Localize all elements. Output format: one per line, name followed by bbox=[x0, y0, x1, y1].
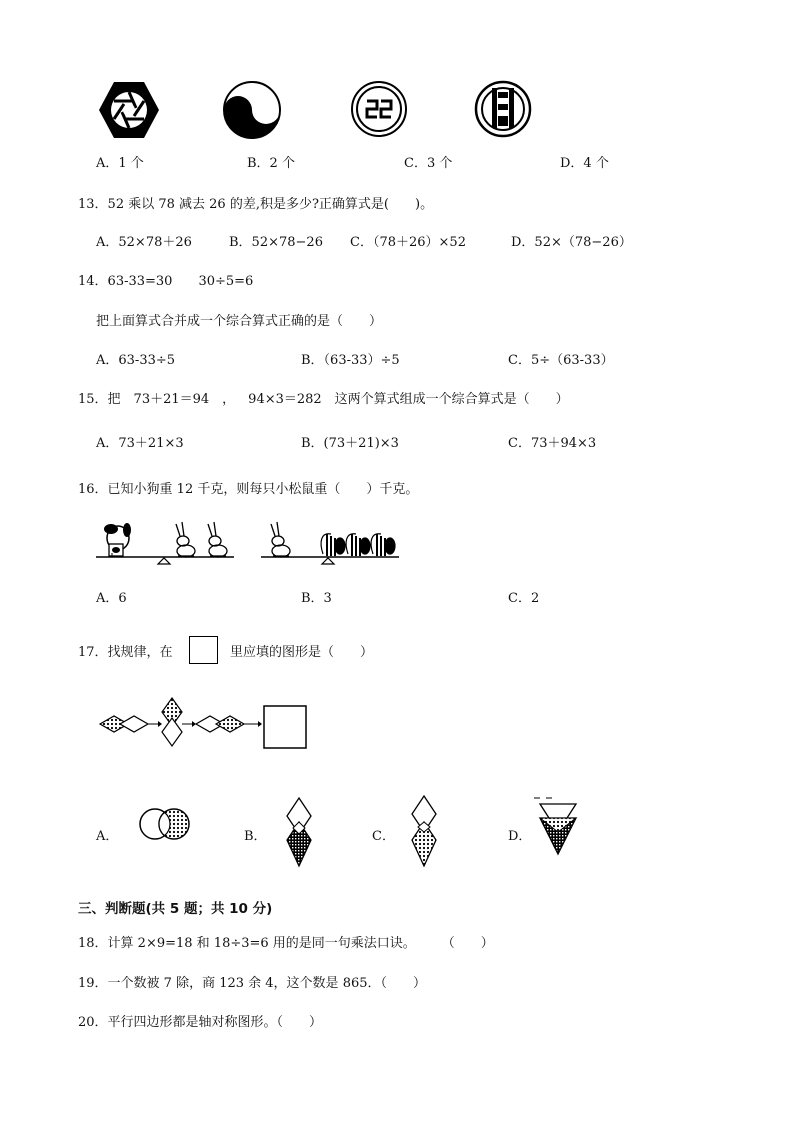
option-c-figure bbox=[406, 794, 442, 868]
aperture-hexagon-icon bbox=[98, 80, 160, 140]
question-19: 19．一个数被 7 除，商 123 余 4，这个数是 865．（ ） bbox=[78, 976, 427, 991]
option-d[interactable]: D．4 个 bbox=[560, 156, 609, 171]
question-20: 20．平行四边形都是轴对称图形。（ ） bbox=[78, 1015, 323, 1030]
question-15-stem: 15．把 73＋21＝94 ， 94×3＝282 这两个算式组成一个综合算式是（ ） bbox=[78, 392, 569, 407]
option-a[interactable]: A．63-33÷5 bbox=[96, 353, 176, 368]
option-b[interactable]: B．(73＋21)×3 bbox=[301, 436, 399, 451]
dog-icon bbox=[104, 523, 131, 556]
option-d[interactable]: D．52×（78−26） bbox=[511, 235, 632, 250]
option-a[interactable]: A．52×78＋26 bbox=[96, 235, 192, 250]
squirrel-icon bbox=[371, 534, 395, 556]
option-d-figure bbox=[532, 796, 580, 860]
option-a[interactable]: A．1 个 bbox=[96, 156, 144, 171]
question-16-stem: 16．已知小狗重 12 千克，则每只小松鼠重（ ）千克。 bbox=[78, 482, 419, 497]
option-c[interactable]: C．3 个 bbox=[404, 156, 453, 171]
option-a[interactable]: A．6 bbox=[96, 591, 127, 606]
option-c[interactable]: C．5÷（63-33） bbox=[508, 353, 614, 368]
option-b[interactable]: B． bbox=[244, 829, 267, 844]
option-c[interactable]: C．（78＋26）×52 bbox=[350, 235, 466, 250]
squirrel-icon bbox=[321, 534, 345, 556]
yin-yang-icon bbox=[222, 80, 282, 140]
question-13-stem: 13．52 乘以 78 减去 26 的差,积是多少?正确算式是( )。 bbox=[78, 197, 434, 212]
option-a[interactable]: A．73＋21×3 bbox=[96, 436, 184, 451]
question-14-stem: 14．63-33=30 30÷5=6 bbox=[78, 274, 254, 289]
squirrel-icon bbox=[346, 534, 370, 556]
rabbit-icon bbox=[271, 522, 290, 557]
answer-placeholder-box bbox=[189, 636, 218, 664]
question-18: 18．计算 2×9=18 和 18÷3=6 用的是同一句乘法口诀。 （ ） bbox=[78, 936, 494, 951]
option-a-figure bbox=[136, 806, 196, 842]
pattern-sequence bbox=[98, 694, 318, 758]
option-c[interactable]: C．73＋94×3 bbox=[508, 436, 597, 451]
rabbit-icon bbox=[208, 522, 227, 557]
balance-illustration-2 bbox=[261, 512, 401, 566]
option-a[interactable]: A． bbox=[96, 829, 119, 844]
question-17-stem-suffix: 里应填的图形是（ ） bbox=[230, 645, 374, 660]
option-d[interactable]: D． bbox=[508, 829, 532, 844]
option-c[interactable]: C．2 bbox=[508, 591, 540, 606]
section-3-title: 三、判断题(共 5 题；共 10 分) bbox=[78, 901, 273, 917]
balance-illustration-1 bbox=[96, 512, 236, 566]
coin-symbol-icon bbox=[350, 80, 408, 138]
option-b[interactable]: B．2 个 bbox=[247, 156, 295, 171]
option-b[interactable]: B．52×78−26 bbox=[229, 235, 323, 250]
question-14-prompt: 把上面算式合并成一个综合算式正确的是（ ） bbox=[96, 314, 383, 329]
option-c[interactable]: C． bbox=[372, 829, 395, 844]
question-17-stem: 17．找规律，在 bbox=[78, 645, 173, 660]
option-b[interactable]: B．3 bbox=[301, 591, 332, 606]
rabbit-icon bbox=[176, 522, 195, 557]
coin-bars-icon bbox=[474, 80, 532, 138]
option-b[interactable]: B．（63-33）÷5 bbox=[301, 353, 400, 368]
option-b-figure bbox=[283, 796, 319, 868]
